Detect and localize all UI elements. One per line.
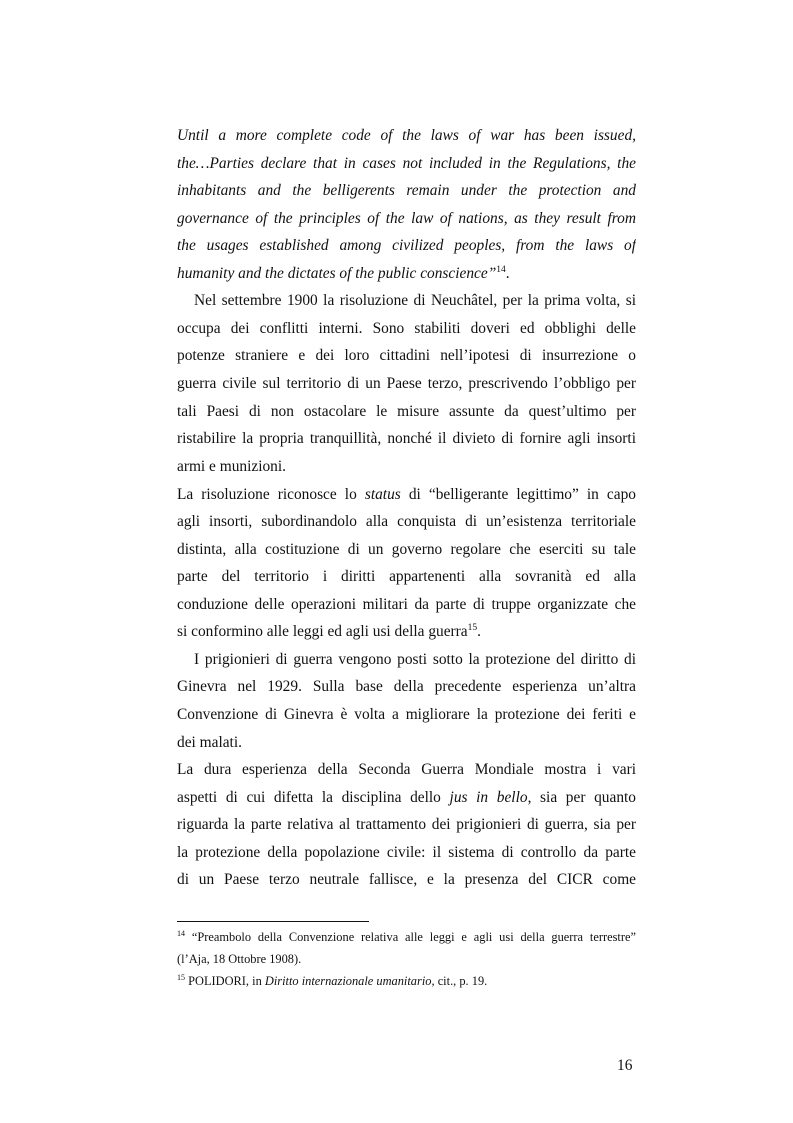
text-span: aspetti di cui difetta la disciplina dello	[177, 789, 441, 806]
text-line: tali Paesi di non ostacolare le misure assunte da quest’ultimo per	[177, 403, 636, 420]
italic-term: status	[364, 486, 401, 503]
closing-quote: ”	[487, 265, 497, 282]
page-number: 16	[617, 1057, 633, 1074]
quote-line: humanity and the dictates of the public conscience	[177, 265, 488, 282]
text-line: occupa dei conflitti interni. Sono stabiliti doveri ed obblighi delle	[177, 320, 636, 337]
footnote-14	[177, 929, 636, 945]
text-line: Nel settembre 1900 la risoluzione di Neuchâtel, per la prima volta, si	[194, 292, 636, 309]
text-line: agli insorti, subordinandolo alla conquista di un’esistenza territoriale	[177, 513, 636, 530]
text-line: armi e munizioni.	[177, 458, 286, 475]
text-line: guerra civile sul territorio di un Paese terzo, prescrivendo l’obbligo per	[177, 375, 636, 392]
text-line: distinta, alla costituzione di un governo regolare che eserciti su tale	[177, 541, 636, 558]
text-span: di “belligerante legittimo” in capo	[408, 486, 636, 503]
footnote-15	[177, 973, 636, 989]
text-line: ristabilire la propria tranquillità, nonché il divieto di fornire agli insorti	[177, 430, 636, 447]
text-line: Ginevra nel 1929. Sulla base della precedente esperienza un’altra	[177, 678, 636, 695]
footnote-text: POLIDORI, in	[188, 974, 262, 988]
quote-line: the usages established among civilized peoples, from the laws of	[177, 237, 636, 254]
text-line: di un Paese terzo neutrale fallisce, e la presenza del CICR come	[177, 871, 636, 888]
quote-line: inhabitants and the belligerents remain under the protection and	[177, 182, 636, 199]
text-line: potenze straniere e dei loro cittadini nell’ipotesi di insurrezione o	[177, 347, 636, 364]
quote-line: governance of the principles of the law of nations, as they result from	[177, 210, 636, 227]
text-span: La risoluzione riconosce lo	[177, 486, 357, 503]
footnote-number: 14	[177, 929, 185, 938]
text-line	[177, 485, 636, 505]
quote-line: Until a more complete code of the laws of war has been issued,	[177, 127, 636, 144]
footnote-14-cont: (l’Aja, 18 Ottobre 1908).	[177, 952, 302, 966]
text-line	[177, 788, 636, 808]
text-line: Convenzione di Ginevra è volta a migliorare la protezione dei feriti e	[177, 706, 636, 723]
footnote-number: 15	[177, 973, 185, 982]
footnote-ref-14[interactable]: 14	[496, 265, 506, 275]
text-line: dei malati.	[177, 734, 242, 751]
text-line: parte del territorio i diritti appartenenti alla sovranità ed alla	[177, 568, 636, 585]
text-span: .	[477, 623, 481, 640]
footnote-ref-15[interactable]: 15	[467, 623, 478, 633]
text-line: I prigionieri di guerra vengono posti sotto la protezione del diritto di	[194, 651, 636, 668]
quote-line: the…Parties declare that in cases not included in the Regulations, the	[177, 155, 636, 172]
quote-last-line	[177, 264, 636, 284]
quote-end: .	[505, 265, 510, 282]
text-span: si conformino alle leggi ed agli usi della guerra	[177, 623, 468, 640]
footnote-text: “Preambolo della Convenzione relativa alle leggi e agli usi della guerra terrestre”	[191, 930, 636, 944]
text-line: La dura esperienza della Seconda Guerra Mondiale mostra i vari	[177, 761, 636, 778]
term-wrap	[450, 789, 636, 806]
text-line: conduzione delle operazioni militari da parte di truppe organizzate che	[177, 596, 636, 613]
footnote-title: Diritto internazionale umanitario,	[264, 974, 435, 988]
text-line: la protezione della popolazione civile: il sistema di controllo da parte	[177, 844, 636, 861]
text-line: riguarda la parte relativa al trattamento dei prigionieri di guerra, sia per	[177, 816, 636, 833]
footnote-text: cit., p. 19.	[437, 974, 488, 988]
footnote-separator	[177, 921, 369, 922]
italic-term: jus in bello	[449, 789, 528, 806]
text-line	[177, 622, 636, 642]
text-span: , sia per quanto	[527, 789, 636, 806]
